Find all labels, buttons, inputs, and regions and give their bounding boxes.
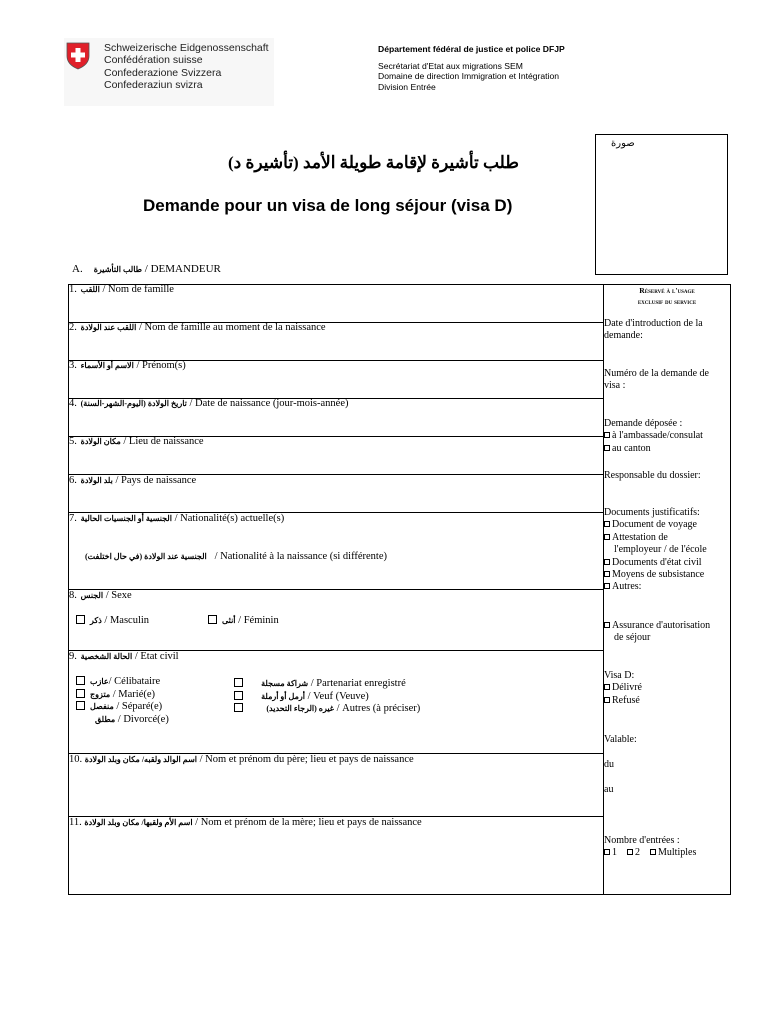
section-a-arabic: طالب التأشيرة	[93, 265, 143, 274]
field-number: 8.	[69, 590, 77, 601]
photo-box	[595, 134, 728, 275]
checkbox[interactable]	[76, 689, 85, 698]
field-label: / Etat civil	[134, 651, 179, 662]
doc-civil-status-option[interactable]	[604, 557, 730, 569]
option-label-arabic: أرمل أو أرملة	[261, 691, 305, 701]
option-label: Documents d'état civil	[612, 556, 702, 568]
field-label-arabic: الاسم أو الأسماء	[80, 361, 134, 370]
checkbox[interactable]	[234, 703, 243, 712]
checkbox[interactable]	[604, 445, 610, 451]
option-label: Refusé	[612, 694, 640, 706]
field-number: 5.	[69, 436, 77, 447]
option-separated[interactable]	[76, 701, 169, 714]
checkbox[interactable]	[234, 678, 243, 687]
field-number: 2.	[69, 322, 77, 333]
field-label-arabic: الجنسية أو الجنسيات الحالية	[80, 514, 172, 523]
doc-subsistence-option[interactable]	[604, 569, 730, 581]
checkbox[interactable]	[234, 691, 243, 700]
option-label: au canton	[612, 442, 651, 454]
checkbox[interactable]	[627, 849, 633, 855]
sidebar-text: Responsable du dossier:	[604, 470, 701, 481]
option-label: / Divorcé(e)	[117, 713, 169, 725]
entries-option-1[interactable]	[604, 847, 617, 858]
option-label: / Célibataire	[108, 676, 161, 687]
option-label: Autres:	[612, 581, 642, 593]
checkbox[interactable]	[604, 521, 610, 527]
filed-canton-option[interactable]	[604, 443, 730, 455]
field-label: / Prénom(s)	[136, 360, 186, 371]
field-label-arabic: اللقب عند الولادة	[80, 323, 137, 332]
sidebar-visa-d	[604, 670, 730, 707]
entries-options	[604, 847, 730, 859]
option-label: Moyens de subsistance	[612, 569, 705, 581]
field-label: / Nom de famille au moment de la naissance	[138, 322, 326, 333]
option-label: Document de voyage	[612, 519, 697, 531]
checkbox[interactable]	[604, 849, 610, 855]
field-label: / Nom et prénom du père; lieu et pays de naissance	[199, 754, 414, 765]
option-label: 1	[612, 847, 617, 859]
option-label-arabic: عازب	[90, 677, 109, 686]
entries-option-2[interactable]	[627, 847, 640, 858]
field-birth-country[interactable]	[69, 475, 196, 486]
field-father[interactable]	[69, 754, 414, 765]
option-label: / Masculin	[104, 615, 150, 626]
option-label: / Veuf (Veuve)	[307, 690, 369, 702]
checkbox[interactable]	[604, 684, 610, 690]
sidebar-text: Valable:	[604, 734, 637, 745]
checkbox[interactable]	[604, 534, 610, 540]
insurance-option[interactable]	[604, 620, 730, 632]
confederation-name-it: Confederazione Svizzera	[104, 66, 222, 79]
field-civil-status	[69, 651, 179, 662]
sidebar-documents	[604, 507, 730, 594]
option-label-arabic: أنثى	[222, 616, 236, 625]
doc-other-option[interactable]	[604, 581, 730, 593]
option-label-arabic: مطلق	[95, 714, 116, 724]
option-label: Attestation de	[612, 531, 668, 543]
sidebar-text: visa :	[604, 380, 626, 392]
option-partnership[interactable]	[234, 678, 420, 691]
field-birth-nationality[interactable]	[85, 551, 387, 562]
field-label-arabic: الجنس	[80, 591, 104, 600]
field-number: 10.	[69, 754, 83, 765]
doc-travel-option[interactable]	[604, 519, 730, 531]
sidebar-valid	[604, 734, 730, 746]
confederation-name-fr: Confédération suisse	[104, 54, 203, 67]
civil-status-options-right	[234, 678, 420, 716]
field-nationality[interactable]	[69, 513, 284, 524]
sidebar-text: Numéro de la demande de	[604, 368, 709, 379]
option-other[interactable]	[234, 703, 420, 716]
checkbox[interactable]	[604, 697, 610, 703]
option-label: Assurance d'autorisation	[612, 620, 711, 631]
option-label-arabic: غيره (الرجاء التحديد)	[266, 704, 334, 713]
department-name: Département fédéral de justice et police DFJP	[378, 44, 565, 54]
checkbox[interactable]	[76, 676, 85, 685]
checkbox[interactable]	[604, 622, 610, 628]
field-label: / Nationalité à la naissance (si différente)	[214, 551, 388, 562]
field-number: 4.	[69, 398, 77, 409]
field-label-arabic: الحالة الشخصية	[80, 652, 133, 661]
field-label: / Date de naissance (jour-mois-année)	[189, 398, 349, 409]
sidebar-text: l'employeur / de l'école	[614, 544, 707, 556]
checkbox[interactable]	[604, 571, 610, 577]
field-birth-date[interactable]	[69, 398, 348, 409]
option-label: Délivré	[612, 682, 642, 694]
field-label-arabic: اللقب	[80, 285, 100, 294]
filed-embassy-option[interactable]	[604, 430, 730, 442]
option-male[interactable]	[76, 615, 149, 626]
sidebar-text: demande:	[604, 330, 643, 342]
sidebar-intro-date	[604, 318, 730, 343]
option-female[interactable]	[208, 615, 279, 626]
checkbox[interactable]	[76, 615, 85, 624]
swiss-crest-icon	[66, 42, 90, 70]
option-label-arabic: ذكر	[90, 616, 102, 625]
checkbox[interactable]	[604, 583, 610, 589]
field-number: 9.	[69, 651, 77, 662]
row-divider	[68, 589, 604, 590]
sidebar-application-number	[604, 368, 730, 393]
sidebar-text: Date d'introduction de la	[604, 318, 703, 329]
title-french: Demande pour un visa de long séjour (visa D)	[143, 196, 513, 215]
field-mother[interactable]	[69, 817, 422, 828]
option-label-arabic: شراكة مسجلة	[261, 679, 309, 688]
checkbox[interactable]	[76, 701, 85, 710]
title-arabic: طلب تأشيرة لإقامة طويلة الأمد (تأشيرة د)	[228, 153, 519, 172]
confederation-name-de: Schweizerische Eidgenossenschaft	[104, 42, 269, 54]
field-label: / Nom de famille	[102, 284, 174, 295]
section-a-french: / DEMANDEUR	[144, 263, 221, 275]
field-label-arabic: اسم الوالد ولقبه/ مكان وبلد الولادة	[84, 755, 197, 764]
field-label: / Pays de naissance	[115, 475, 197, 486]
sidebar-heading-line: exclusif du service	[637, 297, 697, 306]
sidebar-text: au	[604, 784, 614, 795]
sidebar-to	[604, 784, 730, 796]
field-label-arabic: تاريخ الولادة (اليوم-الشهر-السنة)	[80, 399, 187, 408]
field-label: / Nationalité(s) actuelle(s)	[174, 513, 285, 524]
confederation-name-rm: Confederaziun svizra	[104, 79, 203, 92]
sidebar-text: Demande déposée :	[604, 418, 683, 429]
confederation-names	[104, 42, 269, 92]
office-line-2: Domaine de direction Immigration et Intégration	[378, 71, 560, 82]
sidebar-text: Visa D:	[604, 670, 635, 681]
field-number: 1.	[69, 284, 77, 295]
option-married[interactable]	[76, 689, 169, 702]
office-line-3: Division Entrée	[378, 81, 436, 92]
field-number: 11.	[69, 817, 82, 828]
checkbox[interactable]	[604, 559, 610, 565]
entries-option-multiple[interactable]	[650, 847, 696, 858]
option-widowed[interactable]	[234, 691, 420, 704]
field-surname[interactable]	[69, 284, 174, 295]
field-label-arabic: اسم الأم ولقبها/ مكان وبلد الولادة	[84, 818, 193, 827]
sidebar-text: de séjour	[614, 632, 651, 644]
photo-label: صورة	[611, 138, 635, 149]
visa-refused-option[interactable]	[604, 695, 730, 707]
sidebar-insurance	[604, 620, 730, 645]
sidebar-from	[604, 759, 730, 771]
sidebar-text: Documents justificatifs:	[604, 507, 700, 518]
field-number: 7.	[69, 513, 77, 524]
option-label-arabic: منفصل	[90, 702, 114, 711]
field-birth-place[interactable]	[69, 436, 204, 447]
checkbox[interactable]	[208, 615, 217, 624]
sidebar-heading-line: Réservé à l'usage	[639, 286, 695, 295]
sidebar-responsible	[604, 470, 730, 482]
sidebar-filed	[604, 418, 730, 455]
field-number: 3.	[69, 360, 77, 371]
sidebar-text: du	[604, 759, 614, 770]
field-label-arabic: بلد الولادة	[80, 476, 113, 485]
department-block	[378, 44, 565, 92]
option-label: / Marié(e)	[112, 688, 156, 700]
option-divorced[interactable]	[76, 714, 169, 727]
field-label: / Lieu de naissance	[123, 436, 204, 447]
field-label: / Nom et prénom de la mère; lieu et pays de naissance	[195, 817, 422, 828]
sidebar-entries	[604, 835, 730, 860]
sidebar-heading	[606, 285, 728, 307]
option-label: à l'ambassade/consulat	[612, 430, 703, 442]
option-label: / Autres (à préciser)	[336, 703, 421, 714]
field-sex	[69, 590, 132, 601]
field-number: 6.	[69, 475, 77, 486]
option-single[interactable]	[76, 676, 169, 689]
doc-attestation-option[interactable]	[604, 532, 730, 544]
sidebar-text: Nombre d'entrées :	[604, 835, 680, 846]
field-label: / Sexe	[105, 590, 132, 601]
section-a-letter: A.	[72, 263, 83, 275]
option-label: Multiples	[658, 847, 697, 859]
section-a-heading	[72, 263, 221, 275]
option-label: / Féminin	[238, 615, 279, 626]
visa-granted-option[interactable]	[604, 682, 730, 694]
checkbox[interactable]	[604, 432, 610, 438]
option-label: 2	[635, 847, 640, 859]
civil-status-options-left	[76, 676, 169, 726]
checkbox[interactable]	[650, 849, 656, 855]
field-label-arabic: مكان الولادة	[80, 437, 121, 446]
field-first-names[interactable]	[69, 360, 186, 371]
option-label: / Séparé(e)	[116, 701, 163, 712]
field-label-arabic: الجنسية عند الولادة (في حال اختلفت)	[85, 552, 207, 561]
option-label-arabic: متزوج	[90, 689, 111, 699]
option-label: / Partenariat enregistré	[310, 678, 406, 689]
office-line-1: Secrétariat d'Etat aux migrations SEM	[378, 60, 523, 71]
field-birth-surname[interactable]	[69, 322, 326, 333]
